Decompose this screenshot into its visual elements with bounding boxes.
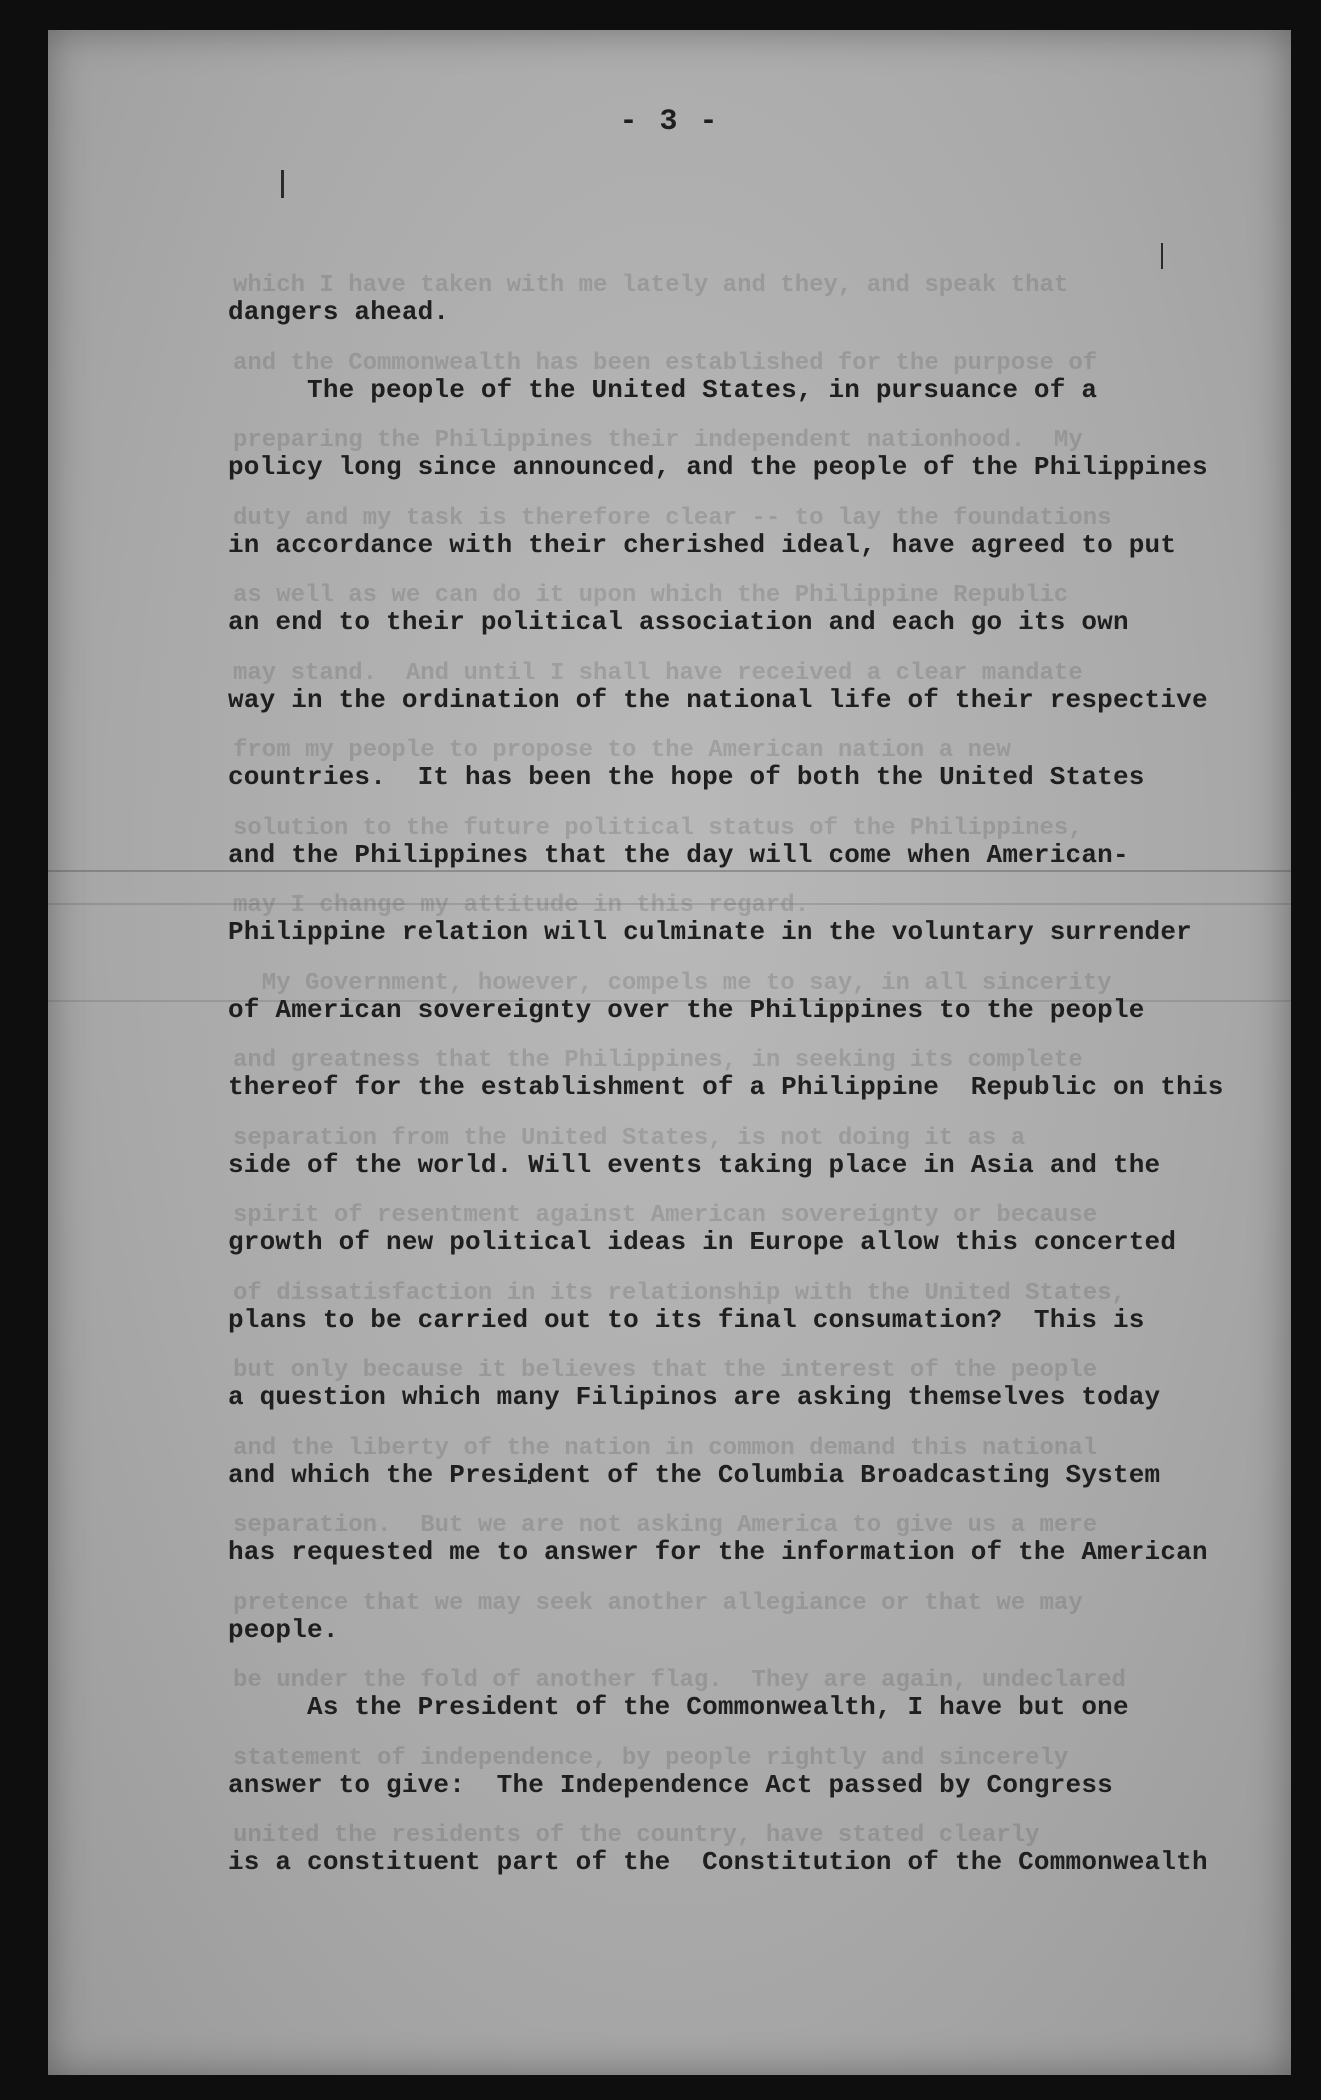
text-line: side of the world. Will events taking place in Asia and the (228, 1149, 1161, 1180)
text-line: plans to be carried out to its final consumation? This is (228, 1304, 1145, 1335)
text-line: countries. It has been the hope of both the United States (228, 762, 1145, 792)
document-body (228, 282, 1258, 1910)
text-line: and which the President of the Columbia Broadcasting System (228, 1459, 1161, 1490)
text-line: growth of new political ideas in Europe allow this concerted (228, 1227, 1177, 1257)
text-line: The people of the United States, in pursuance of a (228, 374, 1098, 405)
text-line: Philippine relation will culminate in the voluntary surrender (228, 917, 1192, 947)
text-line: policy long since announced, and the people of the Philippines (228, 452, 1208, 482)
text-line: As the President of the Commonwealth, I have but one (228, 1692, 1129, 1722)
text-line: dangers ahead. (228, 297, 450, 327)
text-line: has requested me to answer for the information of the American (228, 1537, 1208, 1567)
text-line: of American sovereignty over the Philippines to the people (228, 994, 1145, 1025)
text-line: way in the ordination of the national life of their respective (228, 684, 1208, 715)
typewritten-page (48, 30, 1291, 2075)
text-line: thereof for the establishment of a Philippine Republic on this (228, 1072, 1224, 1102)
text-line: an end to their political association and each go its own (228, 607, 1129, 637)
bleed-through-text: which I have taken with me lately and they, and speak that and the Commonwealth has been established for the purpose of preparing the Philippines their independent nationhood. My duty and my task is therefore clear -- to lay the foundations as well as we can do it upon which the Philippine Republic may stand. And until I shall have received a clear mandate from my people to propose to the American nation a new solution to the future political status of the Philippines, may I change my attitude in this regard. My Government, however, compels me to say, in all sincerity and greatness that the Philippines, in seeking its complete separation from the United States, is not doing it as a spirit of resentment against American sovereignty or because of dissatisfaction in its relationship with the United States, but only because it believes that the interest of the people and the liberty of the nation in common demand this national separation. But we are not asking America to give us a mere pretence that we may seek another allegiance or that we may be under the fold of another flag. They are again, undeclared statement of independence, by people rightly and sincerely united the residents of the country, have stated clearly (233, 272, 1126, 1849)
text-line: a question which many Filipinos are asking themselves today (228, 1382, 1161, 1412)
text-line: in accordance with their cherished ideal, have agreed to put (228, 529, 1177, 560)
ink-speck (1161, 243, 1163, 269)
text-line: is a constituent part of the Constitution of the Commonwealth (228, 1847, 1208, 1877)
ink-speck (281, 170, 284, 198)
text-line: people. (228, 1614, 339, 1645)
text-line: and the Philippines that the day will come when American- (228, 839, 1129, 870)
text-line: answer to give: The Independence Act passed by Congress (228, 1769, 1113, 1800)
page-number: - 3 - (619, 105, 720, 139)
